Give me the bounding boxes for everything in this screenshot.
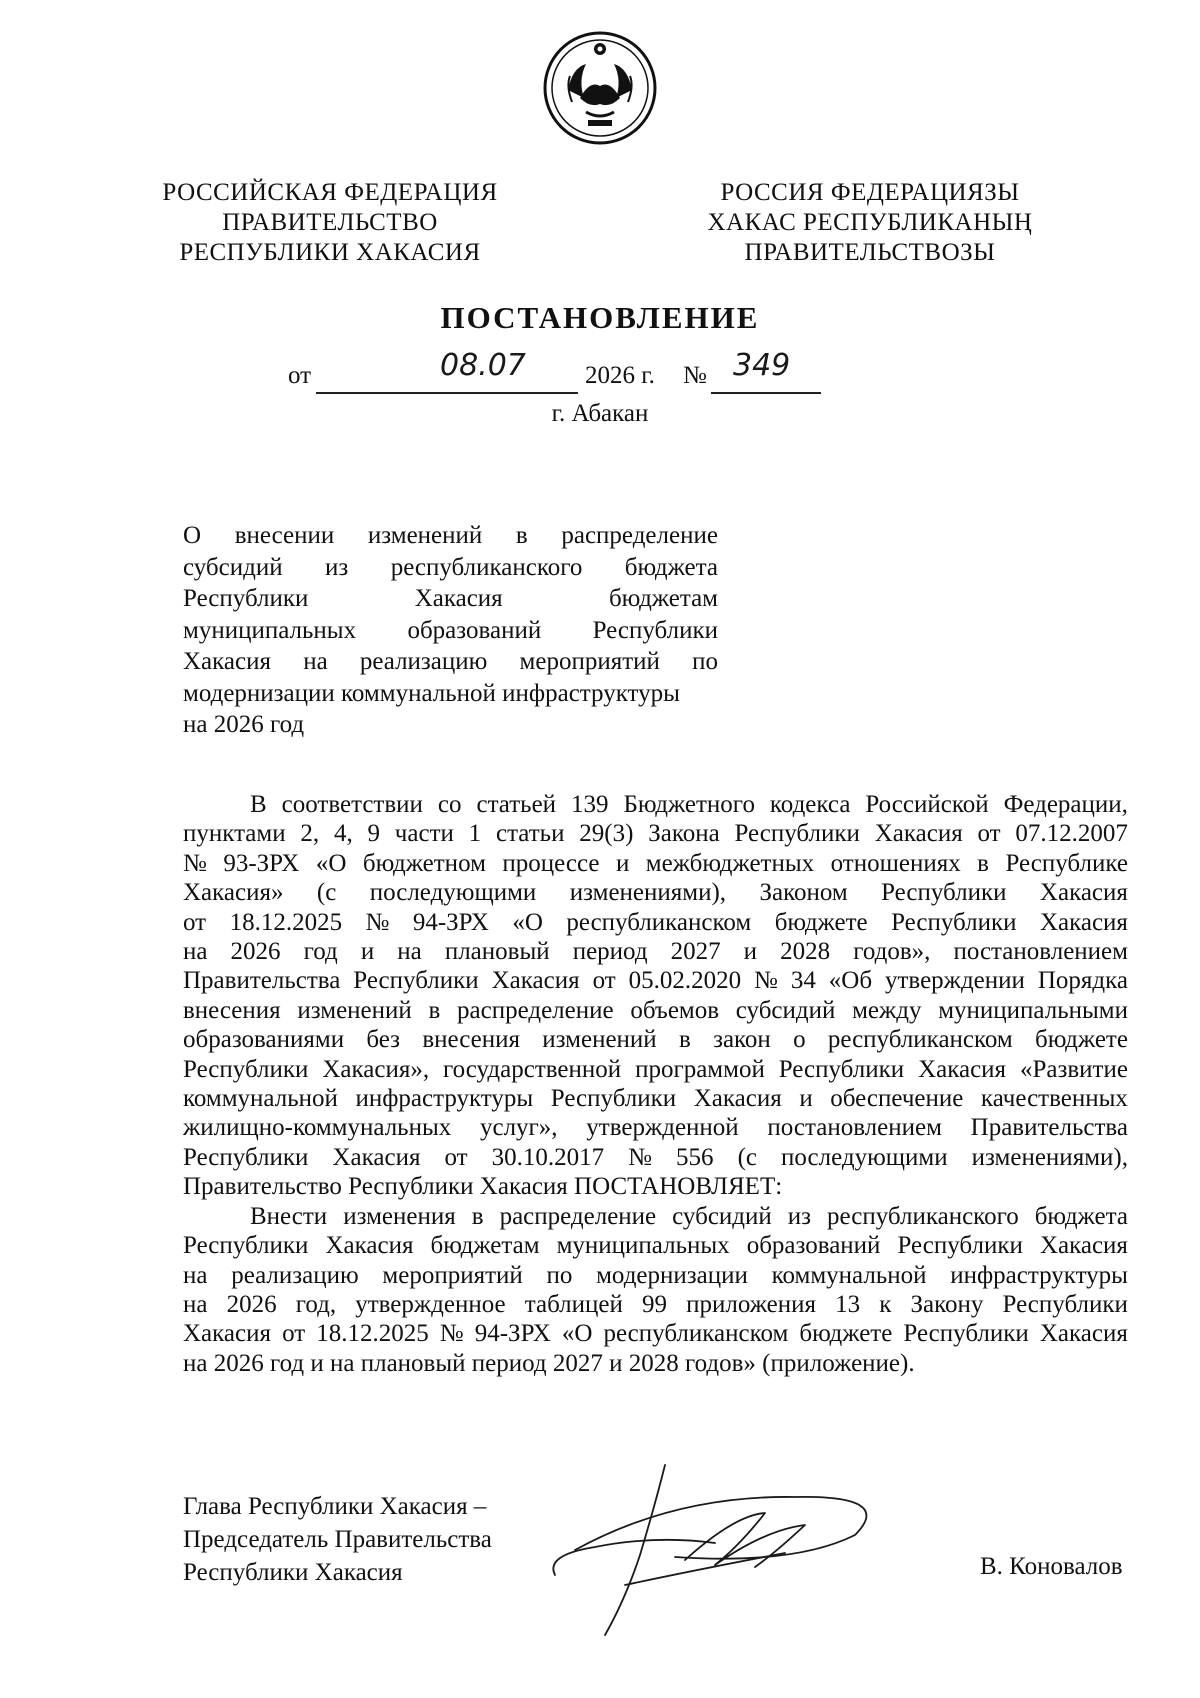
body-word: без	[366, 1026, 401, 1054]
body-word: республиканском	[827, 1026, 1013, 1054]
body-line	[183, 996, 1128, 1025]
body-word: из	[787, 1202, 812, 1230]
body-line	[183, 878, 1128, 907]
body-word: бюджете	[1035, 1026, 1128, 1054]
body-line	[183, 908, 1128, 937]
header-right	[680, 178, 1060, 268]
body-line	[183, 790, 1128, 819]
subject-line	[183, 646, 718, 678]
body-text	[183, 790, 1128, 1378]
body-word: «О	[561, 1320, 593, 1348]
header-right-line3: ПРАВИТЕЛЬСТВОЗЫ	[744, 239, 996, 266]
subject-word: О	[183, 522, 202, 549]
body-word: изменений	[297, 996, 412, 1024]
body-word: таблицей	[524, 1290, 623, 1318]
subject-word: реализацию	[359, 648, 488, 675]
body-word: и	[799, 1085, 813, 1113]
date-year: 2026 г.	[585, 362, 655, 389]
body-word: в	[977, 849, 989, 877]
body-word: год	[303, 938, 338, 966]
body-word: статьей	[476, 791, 557, 818]
body-word: муниципальными	[938, 996, 1128, 1024]
body-word: «О	[512, 908, 543, 936]
body-word: Хакасия	[183, 1320, 271, 1348]
body-word: модернизации	[596, 1261, 748, 1289]
body-word: изменения	[343, 1202, 456, 1230]
body-word: №	[183, 849, 207, 877]
body-word: к	[879, 1290, 892, 1318]
body-word: субсидий	[672, 1202, 772, 1230]
body-word: на	[183, 938, 208, 966]
body-word: процессе	[502, 849, 600, 877]
subject-word: внесении	[234, 522, 335, 549]
subject-word: изменений	[367, 522, 483, 549]
body-word: Республики	[1002, 1290, 1128, 1318]
body-word: 18.12.2025	[316, 1320, 429, 1348]
subject-word: в	[515, 522, 528, 549]
body-word: программой	[635, 1055, 765, 1083]
body-word: 2026	[230, 938, 281, 966]
body-word: 2027	[670, 938, 721, 966]
number-label: №	[683, 362, 707, 389]
body-word: 34	[790, 967, 816, 995]
body-word: коммунальной	[183, 1085, 338, 1113]
body-word: бюджета	[1034, 1202, 1128, 1230]
subject-word: бюджета	[624, 553, 718, 581]
body-word: внесения	[422, 1026, 520, 1054]
body-word: Хакасия	[693, 1085, 782, 1113]
body-word: закон	[713, 1026, 771, 1054]
body-word: (с	[316, 879, 337, 907]
body-line	[183, 937, 1128, 966]
body-word: Республики	[897, 1232, 1023, 1260]
body-word: от	[282, 1320, 306, 1348]
body-word: Республики	[550, 1085, 677, 1113]
body-line	[183, 1172, 1128, 1201]
body-word: плановый	[444, 938, 550, 966]
body-word: республиканского	[827, 1202, 1019, 1230]
body-word: период	[572, 938, 648, 966]
body-word: объемов	[630, 996, 720, 1024]
body-word: Правительства	[183, 967, 341, 995]
body-line	[183, 1261, 1128, 1290]
body-word: и	[743, 938, 758, 966]
body-word: «Об	[828, 967, 873, 995]
body-word: Хакасия	[1039, 1320, 1128, 1348]
body-word: межбюджетных	[645, 849, 815, 877]
subject-word: муниципальных	[183, 616, 357, 644]
body-word: на 2026 год и на плановый период 2027 и 2028 годов» (приложение).	[183, 1349, 915, 1377]
signature-position	[183, 1490, 492, 1589]
body-word: части	[394, 820, 454, 848]
body-word: Российской	[865, 791, 989, 818]
body-word: Хакасия	[874, 820, 963, 848]
body-word: изменениями),	[569, 879, 727, 907]
khakassia-coat-of-arms-icon	[540, 28, 660, 148]
body-word: в	[428, 996, 441, 1024]
subject-line	[183, 709, 718, 741]
number-underline	[711, 392, 821, 394]
body-word: Республики	[891, 908, 1017, 936]
subject-word: распределение	[561, 522, 718, 549]
body-word: Федерации,	[1003, 791, 1128, 818]
body-word: со	[437, 791, 462, 818]
body-line	[183, 1143, 1128, 1172]
body-line	[183, 1055, 1128, 1084]
body-word: Республики	[734, 820, 860, 848]
body-word: постановлением	[953, 938, 1128, 966]
body-word: последующими	[369, 879, 537, 907]
subject-word: на	[303, 648, 328, 675]
body-word: бюджете	[799, 1320, 893, 1348]
signature-position-line1: Глава Республики Хакасия –	[183, 1493, 487, 1520]
body-word: Порядка	[1037, 967, 1128, 995]
signature-position-line2: Председатель Правительства	[183, 1526, 492, 1553]
body-word: качественных	[980, 1085, 1128, 1113]
header-right-line1: РОССИЯ ФЕДЕРАЦИЯЗЫ	[720, 179, 1020, 206]
subject-word: Хакасия	[183, 648, 271, 675]
body-word: инфраструктуры	[950, 1261, 1128, 1289]
signature-position-line3: Республики Хакасия	[183, 1559, 403, 1586]
body-word: от	[977, 820, 1001, 848]
body-word: в	[678, 1026, 691, 1054]
body-word: от	[183, 908, 207, 936]
body-word: республиканском	[566, 908, 752, 936]
body-word: Республики	[903, 1320, 1029, 1348]
body-word: соответствии	[281, 791, 423, 818]
body-word: Хакасия»	[183, 879, 284, 907]
body-word: в	[471, 1202, 484, 1230]
body-word: утверждении	[885, 967, 1025, 995]
body-word: внесения	[183, 996, 281, 1024]
body-line	[183, 819, 1128, 848]
body-word: обеспечение	[830, 1085, 964, 1113]
body-word: 93-ЗРХ	[223, 849, 300, 877]
body-word: муниципальных	[556, 1232, 730, 1260]
body-word: Законом	[759, 879, 848, 907]
body-line	[183, 1231, 1128, 1260]
body-word: от	[444, 1143, 468, 1171]
body-word: Республики	[778, 1055, 905, 1083]
body-word: бюджетном	[362, 849, 486, 877]
body-word: годов»,	[853, 938, 931, 966]
body-word: отношениях	[830, 849, 961, 877]
body-word: от	[592, 967, 616, 995]
body-word: Хакасия	[491, 967, 580, 995]
body-word: бюджете	[774, 908, 868, 936]
body-word: 30.10.2017	[491, 1143, 605, 1171]
body-word: Хакасия	[1039, 908, 1128, 936]
body-line	[183, 1113, 1128, 1142]
body-word: Республики	[881, 879, 1007, 907]
body-line	[183, 1349, 1128, 1378]
body-word: год,	[295, 1290, 337, 1318]
body-word: на	[183, 1261, 208, 1289]
subject-word: из	[325, 553, 349, 581]
header-left-line2: ПРАВИТЕЛЬСТВО	[222, 209, 438, 236]
body-line	[183, 1319, 1128, 1348]
body-word: 05.02.2020	[628, 967, 742, 995]
body-word: №	[628, 1143, 653, 1171]
body-word: Закона	[648, 820, 720, 848]
header-left-line1: РОССИЙСКАЯ ФЕДЕРАЦИЯ	[162, 179, 498, 206]
body-word: 2028	[780, 938, 831, 966]
body-word: и	[615, 849, 630, 877]
body-word: бюджетам	[430, 1232, 540, 1260]
body-word: утвержденной	[586, 1114, 739, 1142]
body-word: изменениями),	[971, 1143, 1128, 1171]
body-word: постановлением	[767, 1114, 942, 1142]
body-word: распределение	[499, 1202, 657, 1230]
body-word: Республики	[183, 1055, 309, 1083]
date-handwritten: 08.07	[440, 348, 526, 383]
handwritten-signature	[535, 1435, 945, 1640]
document-type-title: ПОСТАНОВЛЕНИЕ	[440, 300, 760, 335]
date-underline	[316, 392, 578, 394]
body-word: между	[852, 996, 922, 1024]
body-word: государственной	[442, 1055, 622, 1083]
body-line	[183, 849, 1128, 878]
subject-line	[183, 552, 718, 584]
body-word: 94-ЗРХ	[412, 908, 489, 936]
body-word: изменений	[542, 1026, 657, 1054]
body-word: Хакасия	[1039, 879, 1128, 907]
body-word: утвержденное	[355, 1290, 506, 1318]
body-word: 2,	[300, 820, 320, 848]
header-left	[140, 178, 520, 268]
body-word: распределение	[457, 996, 614, 1024]
body-word: Хакасия	[918, 1055, 1007, 1083]
body-word: 07.12.2007	[1015, 820, 1128, 848]
body-word: Республике	[1005, 849, 1128, 877]
body-word: Закону	[910, 1290, 984, 1318]
body-word: по	[546, 1261, 573, 1289]
body-word: Бюджетного	[623, 791, 755, 818]
subject-block	[183, 520, 718, 741]
date-from-label: от	[288, 362, 312, 389]
body-line	[183, 1025, 1128, 1054]
body-word: Внести	[250, 1202, 328, 1230]
city-label: г. Абакан	[551, 400, 649, 427]
subject-word: республиканского	[390, 553, 583, 581]
body-word: Республики	[183, 1232, 309, 1260]
subject-line	[183, 615, 718, 647]
subject-word: Хакасия	[414, 585, 503, 612]
body-word: 18.12.2025	[229, 908, 343, 936]
body-word: и	[360, 938, 375, 966]
subject-word: субсидий	[183, 553, 283, 581]
subject-word: образований	[407, 616, 542, 644]
header-right-line2: ХАКАС РЕСПУБЛИКАНЫҢ	[707, 209, 1033, 236]
body-word: о	[793, 1026, 806, 1054]
body-word: пунктами	[183, 820, 286, 848]
body-word: (с	[737, 1143, 757, 1171]
subject-word: Республики	[592, 616, 718, 644]
body-word: кодекса	[769, 791, 851, 818]
body-word: Правительства	[970, 1114, 1128, 1142]
body-word: жилищно-коммунальных	[183, 1114, 452, 1142]
body-word: образованиями	[183, 1026, 345, 1054]
body-word: 2026	[226, 1290, 277, 1318]
body-word: №	[365, 908, 390, 936]
subject-word: по	[692, 648, 718, 675]
subject-line	[183, 678, 718, 710]
body-word: Хакасия»,	[322, 1055, 430, 1083]
signer-name: В. Коновалов	[980, 1553, 1123, 1580]
subject-word: бюджетам	[608, 585, 718, 612]
body-line	[183, 1202, 1128, 1231]
body-word: 13	[835, 1290, 861, 1318]
body-word: Хакасия	[332, 1143, 421, 1171]
subject-line	[183, 583, 718, 615]
body-line	[183, 1290, 1128, 1319]
body-word: статьи	[495, 820, 565, 848]
body-word: мероприятий	[382, 1261, 523, 1289]
body-word: на	[397, 938, 422, 966]
body-word: образований	[746, 1232, 881, 1260]
body-word: «Развитие	[1019, 1055, 1128, 1083]
subject-word: на 2026 год	[183, 711, 305, 738]
subject-word: мероприятий	[519, 648, 660, 675]
body-word: №	[754, 967, 778, 995]
body-word: 1	[468, 820, 482, 848]
body-word: Хакасия	[1039, 1232, 1128, 1260]
body-word: Республики	[183, 1143, 309, 1171]
body-word: республиканском	[603, 1320, 789, 1348]
body-word: 29(3)	[579, 820, 634, 848]
body-word: 99	[642, 1290, 667, 1318]
body-line	[183, 966, 1128, 995]
body-word: 556	[676, 1143, 714, 1171]
body-word: на	[183, 1290, 208, 1318]
number-handwritten: 349	[733, 348, 791, 383]
body-word: Правительство Республики Хакасия ПОСТАНОВЛЯЕТ:	[183, 1173, 783, 1201]
body-word: 9	[367, 820, 380, 848]
body-word: услуг»,	[479, 1114, 558, 1142]
body-word: реализацию	[231, 1261, 359, 1289]
body-word: №	[439, 1320, 464, 1348]
subject-word: модернизации коммунальной инфраструктуры	[183, 679, 680, 707]
body-word: 4,	[333, 820, 353, 848]
body-word: Хакасия	[325, 1232, 414, 1260]
body-word: последующими	[781, 1143, 948, 1171]
body-word: инфраструктуры	[355, 1085, 534, 1113]
body-word: приложения	[686, 1290, 817, 1318]
body-word: субсидий	[735, 996, 836, 1024]
subject-word: Республики	[183, 585, 309, 612]
header-left-line3: РЕСПУБЛИКИ ХАКАСИЯ	[179, 239, 481, 266]
body-word: Республики	[353, 967, 479, 995]
body-word: коммунальной	[771, 1261, 927, 1289]
body-line	[183, 1084, 1128, 1113]
subject-line	[183, 520, 718, 552]
body-word: В	[250, 791, 267, 818]
body-word: 139	[571, 791, 609, 818]
body-word: 94-ЗРХ	[474, 1320, 551, 1348]
body-word: «О	[315, 849, 347, 877]
